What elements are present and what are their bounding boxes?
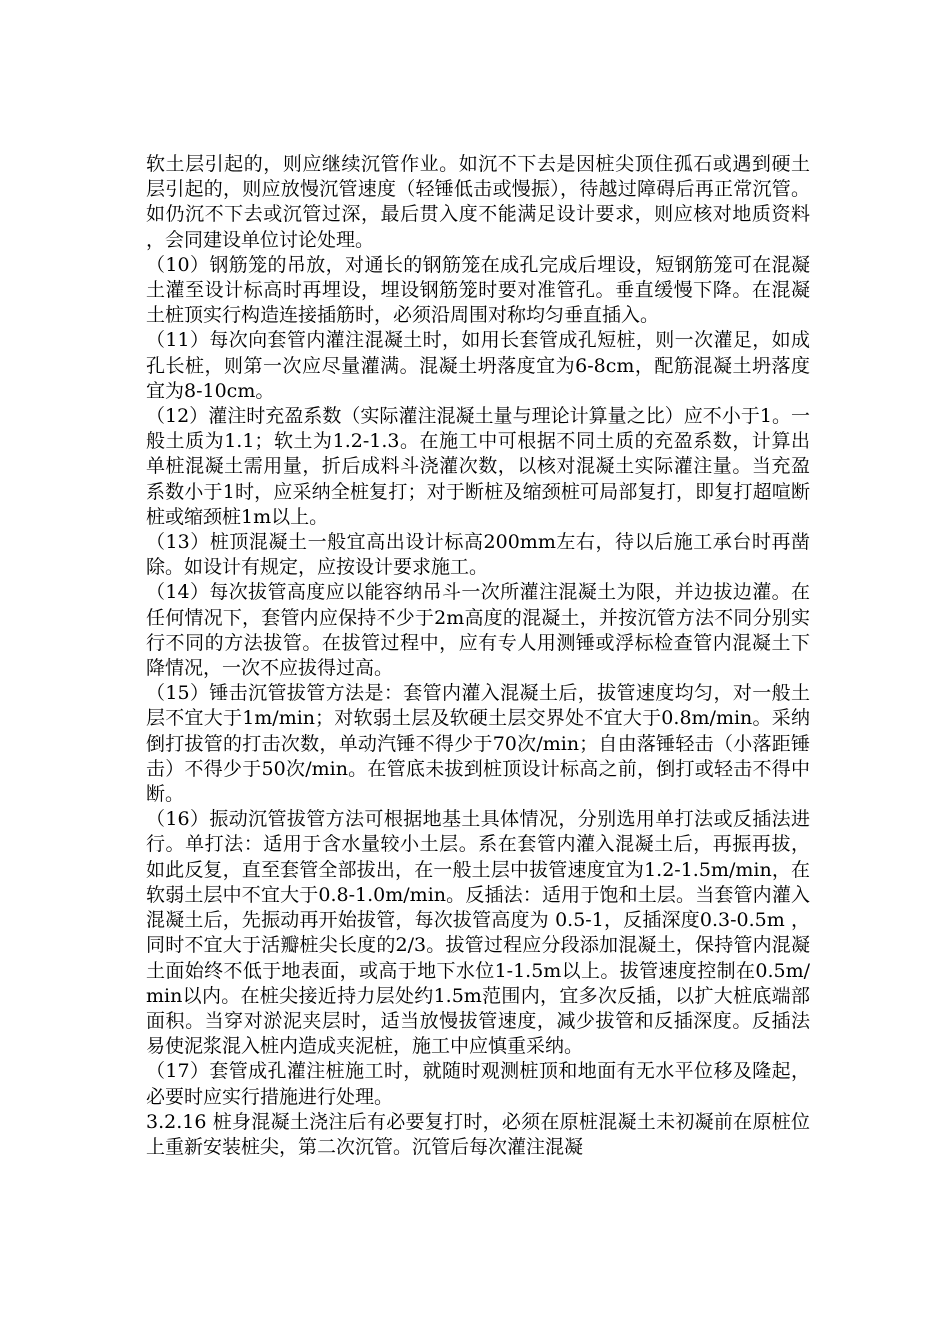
paragraph: （16）振动沉管拔管方法可根据地基土具体情况，分别选用单打法或反插法进行。单打法：适用于含水量较小土层。系在套管内灌入混凝土后，再振再拔，如此反复，直至套管全部拔出，在一般土层中拔管速度宜为1.2-1.5m/min，在软弱土层中不宜大于0.8-1.0m/min。反插法：适用于饱和土层。当套管内灌入混凝土后，先振动再开始拔管，每次拔管高度为 0.5-1，反插深度0.3-0.5m ，同时不宜大于活瓣桩尖长度的2/3。拔管过程应分段添加混凝土，保持管内混凝土面始终不低于地表面，或高于地下水位1-1.5m以上。拔管速度控制在0.5m/min以内。在桩尖接近持力层处约1.5m范围内，宜多次反插，以扩大桩底端部面积。当穿对淤泥夹层时，适当放慢拔管速度，减少拔管和反插深度。反插法易使泥浆混入桩内造成夹泥桩，施工中应慎重采纳。 xyxy=(146,808,810,1058)
paragraph: 3.2.16 桩身混凝土浇注后有必要复打时，必须在原桩混凝土未初凝前在原桩位上重新安装桩尖，第二次沉管。沉管后每次灌注混凝 xyxy=(146,1110,810,1158)
paragraph: （13）桩顶混凝土一般宜高出设计标高200mm左右，待以后施工承台时再凿除。如设计有规定，应按设计要求施工。 xyxy=(146,531,810,579)
document-body xyxy=(146,152,810,1160)
paragraph: （14）每次拔管高度应以能容纳吊斗一次所灌注混凝土为限，并边拔边灌。在任何情况下，套管内应保持不少于2m高度的混凝土，并按沉管方法不同分别实行不同的方法拔管。在拔管过程中，应有专人用测锤或浮标检查管内混凝土下降情况，一次不应拔得过高。 xyxy=(146,581,810,680)
paragraph: （12）灌注时充盈系数（实际灌注混凝土量与理论计算量之比）应不小于1。一般土质为1.1；软土为1.2-1.3。在施工中可根据不同土质的充盈系数，计算出单桩混凝土需用量，折后成料斗浇灌次数，以核对混凝土实际灌注量。当充盈系数小于1时，应采纳全桩复打；对于断桩及缩颈桩可局部复打，即复打超喧断桩或缩颈桩1m以上。 xyxy=(146,405,810,528)
paragraph: （11）每次向套管内灌注混凝土时，如用长套管成孔短桩，则一次灌足，如成孔长桩，则第一次应尽量灌满。混凝土坍落度宜为6-8cm，配筋混凝土坍落度宜为8-10cm。 xyxy=(146,329,810,402)
paragraph: 软土层引起的，则应继续沉管作业。如沉不下去是因桩尖顶住孤石或遇到硬土层引起的，则应放慢沉管速度（轻锤低击或慢振），待越过障碍后再正常沉管。如仍沉不下去或沉管过深，最后贯入度不能满足设计要求，则应核对地质资料，会同建设单位讨论处理。 xyxy=(146,153,810,251)
paragraph: （10）钢筋笼的吊放，对通长的钢筋笼在成孔完成后埋设，短钢筋笼可在混凝土灌至设计标高时再埋设，埋设钢筋笼时要对准管孔。垂直缓慢下降。在混凝土桩顶实行构造连接插筋时，必须沿周围对称均匀垂直插入。 xyxy=(146,253,810,327)
paragraph: （17）套管成孔灌注桩施工时，就随时观测桩顶和地面有无水平位移及隆起，必要时应实行措施进行处理。 xyxy=(146,1060,810,1108)
paragraph: （15）锤击沉管拔管方法是：套管内灌入混凝土后，拔管速度均匀，对一般土层不宜大于1m/min；对软弱土层及软硬土层交界处不宜大于0.8m/min。采纳倒打拔管的打击次数，单动汽锤不得少于70次/min；自由落锤轻击（小落距锤击）不得少于50次/min。在管底未拔到桩顶设计标高之前，倒打或轻击不得中断。 xyxy=(146,682,810,806)
